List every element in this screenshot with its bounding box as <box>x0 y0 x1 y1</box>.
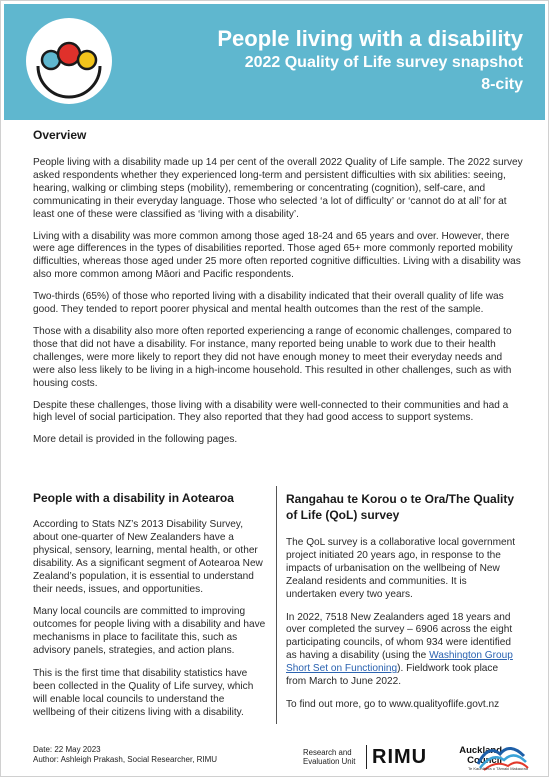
left-column-paragraph: Many local councils are committed to improving outcomes for people living with a disability and have mechanisms in place to facilitate this, such as advisory panels, strategies, and action plans. <box>33 606 266 657</box>
author-line: Author: Ashleigh Prakash, Social Researcher, RIMU <box>33 755 218 764</box>
rimu-unit-label <box>303 748 355 766</box>
council-tagline: Te Kaunihera o Tāmaki Makaurau <box>468 766 528 771</box>
overview-paragraph: More detail is provided in the following pages. <box>33 434 238 446</box>
overview-section <box>33 128 523 447</box>
left-column-heading: People with a disability in Aotearoa <box>33 491 234 505</box>
right-column-paragraph: The QoL survey is a collaborative local government project initiated 20 years ago, in response to the impacts of urbanisation on the wellbeing of New Zealand residents and communities. It is undertaken every two years. <box>286 537 516 600</box>
header-banner <box>4 4 545 120</box>
overview-paragraph: Living with a disability was more common among those aged 18-24 and 65 years and over. However, there were age differences in the types of disabilities reported. Those aged 65+ more commonly reported mobility difficulties, whereas those aged under 25 more often reported cognitive difficulties. Living with a disability was also more common among Māori and Pacific respondents. <box>33 230 521 281</box>
left-column <box>33 491 267 730</box>
overview-paragraph: Despite these challenges, those living with a disability were well-connected to their communities and had a high level of social participation. They also reported that they had good access to support systems. <box>33 399 509 424</box>
rimu-unit-line-1: Research and <box>303 748 352 757</box>
overview-paragraph: Two-thirds (65%) of those who reported living with a disability indicated that their overall quality of life was good. They tended to report poorer physical and mental health outcomes than the rest of the sample. <box>33 291 504 316</box>
fieldwork-text-start: In 2022, 7518 New Zealanders aged 18 years and over completed the survey – 6906 across the eight participating councils, of whom 934 were identified as having a disability (using the <box>286 611 513 662</box>
rimu-unit-line-2: Evaluation Unit <box>303 757 356 766</box>
title-block <box>217 26 523 96</box>
find-out-more-text: To find out more, go to www.qualityoflife.govt.nz <box>286 698 500 710</box>
overview-paragraph: People living with a disability made up 14 per cent of the overall 2022 Quality of Life sample. The 2022 survey asked respondents whether they experienced long-term and persistent difficulties with six abilities: seeing, hearing, walking or climbing steps (mobility), remembering or concentrating (cognition), self-care, and communicating in their everyday language. Those who selected ‘a lot of difficulty’ or ‘cannot do at all’ for at least one of these were classified as ‘living with a disability’. <box>33 157 523 220</box>
people-circle-logo-icon <box>26 18 112 104</box>
overview-paragraph: Those with a disability also more often reported experiencing a range of economic challenges, compared to those that did not have a disability. For instance, many reported being unable to work due to their health challenges, were more likely to report they did not have enough money to meet their everyday needs and were also less likely to be living in a high-income household. This resulted in other challenges, such as with housing costs. <box>33 325 512 389</box>
page-title: People living with a disability <box>217 26 523 51</box>
rimu-divider <box>366 745 367 769</box>
fieldwork-text-end: ). Fieldwork took place from March to June 2022. <box>286 663 499 688</box>
right-column <box>286 491 518 722</box>
council-line-2: Council <box>467 755 502 766</box>
page-subtitle: 2022 Quality of Life survey snapshot <box>244 54 523 71</box>
publication-date: Date: 22 May 2023 <box>33 745 101 754</box>
column-divider <box>276 486 277 724</box>
footer-meta <box>33 745 217 765</box>
washington-group-link[interactable]: Washington Group Short Set on Functioning <box>286 650 513 675</box>
rimu-logo: RIMU <box>372 746 428 768</box>
overview-heading: Overview <box>33 128 87 142</box>
right-column-paragraph-fieldwork <box>286 612 518 689</box>
council-line-1: Auckland <box>459 745 502 756</box>
right-column-heading: Rangahau te Korou o te Ora/The Quality of Life (QoL) survey <box>286 492 515 522</box>
left-column-paragraph: According to Stats NZ’s 2013 Disability Survey, about one-quarter of New Zealanders have a physical, sensory, learning, mental health, or other disability. As a significant segment of Aotearoa New Zealand’s population, it is essential to understand their needs, issues, and opportunities. <box>33 519 263 595</box>
page-scope: 8-city <box>481 76 523 93</box>
left-column-paragraph: This is the first time that disability statistics have been collected in the Quality of Life survey, which will enable local councils to understand the wellbeing of their citizens living with a disability. <box>33 668 254 718</box>
